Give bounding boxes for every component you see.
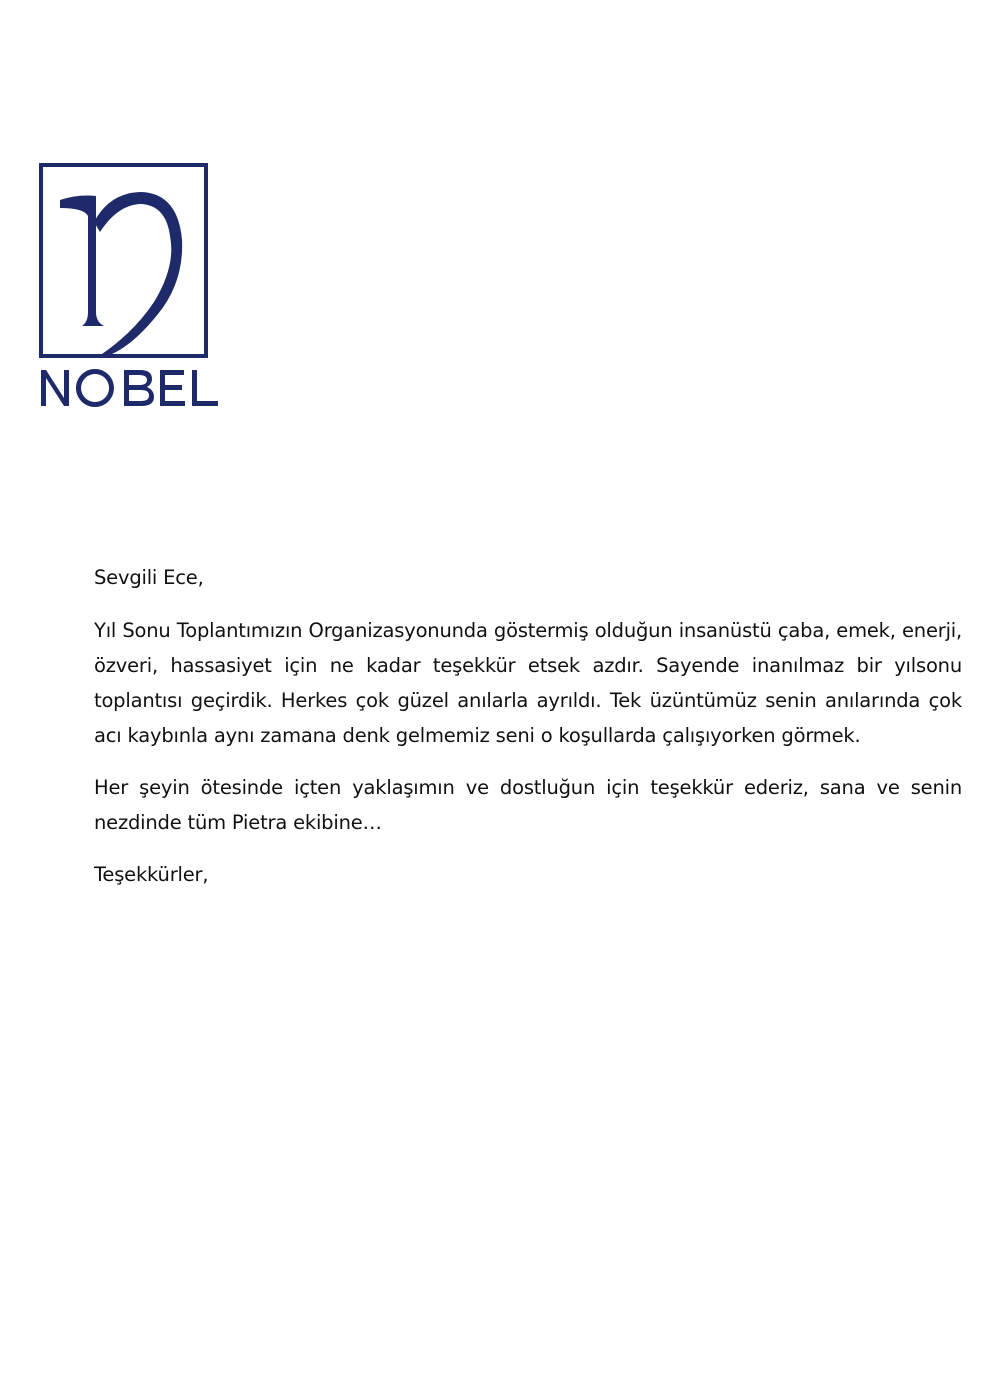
logo-monogram <box>60 192 182 354</box>
closing: Teşekkürler, <box>94 863 209 886</box>
letter-body <box>94 560 962 892</box>
salutation: Sevgili Ece, <box>94 566 204 589</box>
logo-frame <box>41 165 206 356</box>
nobel-logo-graphic <box>38 162 232 414</box>
nobel-logo <box>38 162 232 414</box>
logo-wordmark <box>41 369 218 407</box>
letter-paragraph: Yıl Sonu Toplantımızın Organizasyonunda göstermiş olduğun insanüstü çaba, emek, enerji, özveri, hassasiyet için ne kadar teşekkür etsek azdır. Sayende inanılmaz bir yılsonu toplantısı geçirdik. Herkes çok güzel anılarla ayrıldı. Tek üzüntümüz senin anılarında çok acı kaybınla aynı zamana denk gelmemiz seni o koşullarda çalışıyorken görmek. <box>94 619 962 747</box>
letter-paragraph: Her şeyin ötesinde içten yaklaşımın ve dostluğun için teşekkür ederiz, sana ve senin nezdinde tüm Pietra ekibine… <box>94 776 962 834</box>
